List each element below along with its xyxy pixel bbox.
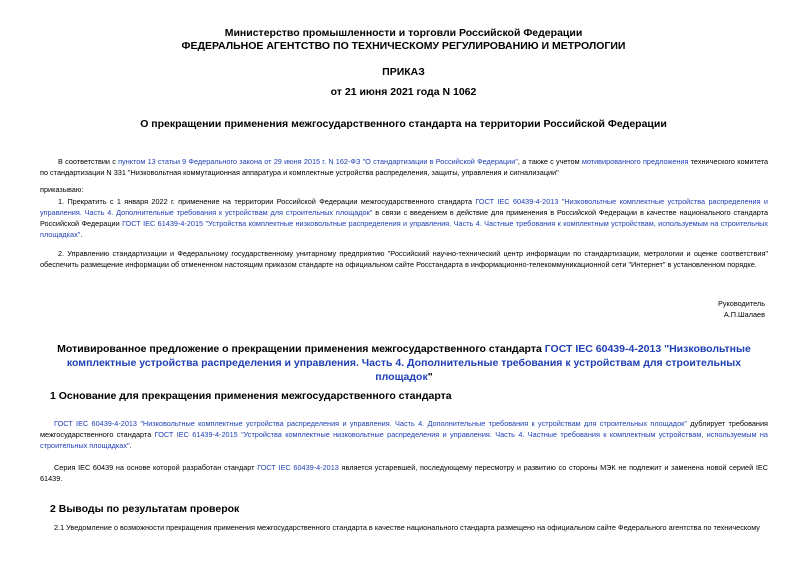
gost-61439-link[interactable]: ГОСТ IEC 61439-4-2015 "Устройства комплектные низковольтные распределения и управления. Часть 4. Частные требования к комплектным устройствам, используемым на строительных площадках" xyxy=(40,219,768,239)
item-1: 1. Прекратить с 1 января 2022 г. применение на территории Российской Федерации межгосударственного стандарта ГОСТ IEC 60439-4-2013 "Низковольтные комплектные устройства распределения и управления. Часть 4. Дополнительные требования к устройствам для строительных площадок" в связи с введением в действие для применения в Российской Федерации в качестве национального стандарта Российской Федерации ГОСТ IEC 61439-4-2015 "Устройства комплектные низковольтные распределения и управления. Часть 4. Частные требования к комплектным устройствам, используемым на строительных площадках". xyxy=(40,197,768,239)
signature-name: А.П.Шалаев xyxy=(723,310,765,319)
intro-paragraph: В соответствии с пунктом 13 статьи 9 Федерального закона от 29 июня 2015 г. N 162-ФЗ "О стандартизации в Российской Федерации", а также с учетом мотивированного предложения технического комитета по стандартизации N 331 "Низковольтная коммутационная аппаратура и комплектные устройства распределения, защиты, управления и сигнализации" xyxy=(40,157,769,177)
section1-gost-60439-link[interactable]: ГОСТ IEC 60439-4-2013 "Низковольтные комплектные устройства распределения и управления. Часть 4. Дополнительные требования к устройствам для строительных площадок" xyxy=(54,419,687,428)
order-label: ПРИКАЗ xyxy=(382,66,425,78)
order-title: О прекращении применения межгосударственного стандарта на территории Российской Федерации xyxy=(140,118,667,130)
agency-name: ФЕДЕРАЛЬНОЕ АГЕНТСТВО ПО ТЕХНИЧЕСКОМУ РЕГУЛИРОВАНИЮ И МЕТРОЛОГИИ xyxy=(181,40,626,52)
section-1-paragraph-1: ГОСТ IEC 60439-4-2013 "Низковольтные комплектные устройства распределения и управления. Часть 4. Дополнительные требования к устройствам для строительных площадок" дублирует требования межгосударственного стандарта ГОСТ IEC 61439-4-2015 "Устройства комплектные низковольтные распределения и управления. Часть 4. Частные требования к комплектным устройствам, используемым на строительных площадках". xyxy=(40,419,768,450)
signature-role: Руководитель xyxy=(717,299,765,308)
section-1-paragraph-2: Серия IEC 60439 на основе которой разработан стандарт ГОСТ IEC 60439-4-2013 является устаревшей, последующему пересмотру и развитию со стороны МЭК не подлежит и заменена новой серией IEC 61439. xyxy=(40,463,768,483)
gost-60439-link[interactable]: ГОСТ IEC 60439-4-2013 "Низковольтные комплектные устройства распределения и управления. Часть 4. Дополнительные требования к устройствам для строительных площадок" xyxy=(40,197,768,217)
motivated-proposal-link[interactable]: мотивированного предложения xyxy=(581,157,689,166)
ministry-name: Министерство промышленности и торговли Российской Федерации xyxy=(224,27,583,39)
section1-gost-61439-link[interactable]: ГОСТ IEC 61439-4-2015 "Устройства комплектные низковольтные распределения и управления. Часть 4. Частные требования к комплектным устройствам, используемым на строительных площадках" xyxy=(40,430,768,450)
section-1-heading: 1 Основание для прекращения применения межгосударственного стандарта xyxy=(50,390,452,402)
item-2: 2. Управлению стандартизации и Федеральному государственному унитарному предприятию "Российский научно-технический центр информации по стандартизации, метрологии и оценке соответствия" обеспечить размещение информации об отмененном настоящим приказом стандарте на официальном сайте Росстандарта в информационно-телекоммуникационной сети "Интернет" в установленном порядке. xyxy=(40,249,768,269)
section-2-paragraph-1: 2.1 Уведомление о возможности прекращения применения межгосударственного стандарта в качестве национального стандарта размещено на официальном сайте Федерального агентства по техническому xyxy=(54,523,760,532)
section1-gost-60439-short-link[interactable]: ГОСТ IEC 60439-4-2013 xyxy=(257,463,339,472)
proposal-gost-link[interactable]: ГОСТ IEC 60439-4-2013 "Низковольтные комплектные устройства распределения и управления. Часть 4. Дополнительные требования к устройствам для строительных площадок xyxy=(66,343,751,383)
order-phrase: приказываю: xyxy=(40,185,84,194)
header-block xyxy=(0,27,807,53)
section-2-heading: 2 Выводы по результатам проверок xyxy=(50,503,240,515)
law-link[interactable]: пунктом 13 статьи 9 Федерального закона от 29 июня 2015 г. N 162-ФЗ "О стандартизации в Российской Федерации" xyxy=(118,157,518,166)
proposal-title: Мотивированное предложение о прекращении применения межгосударственного стандарта ГОСТ IEC 60439-4-2013 "Низковольтные комплектные устройства распределения и управления. Часть 4. Дополнительные требования к устройствам для строительных площадок" xyxy=(57,343,751,383)
order-date: от 21 июня 2021 года N 1062 xyxy=(330,86,477,98)
